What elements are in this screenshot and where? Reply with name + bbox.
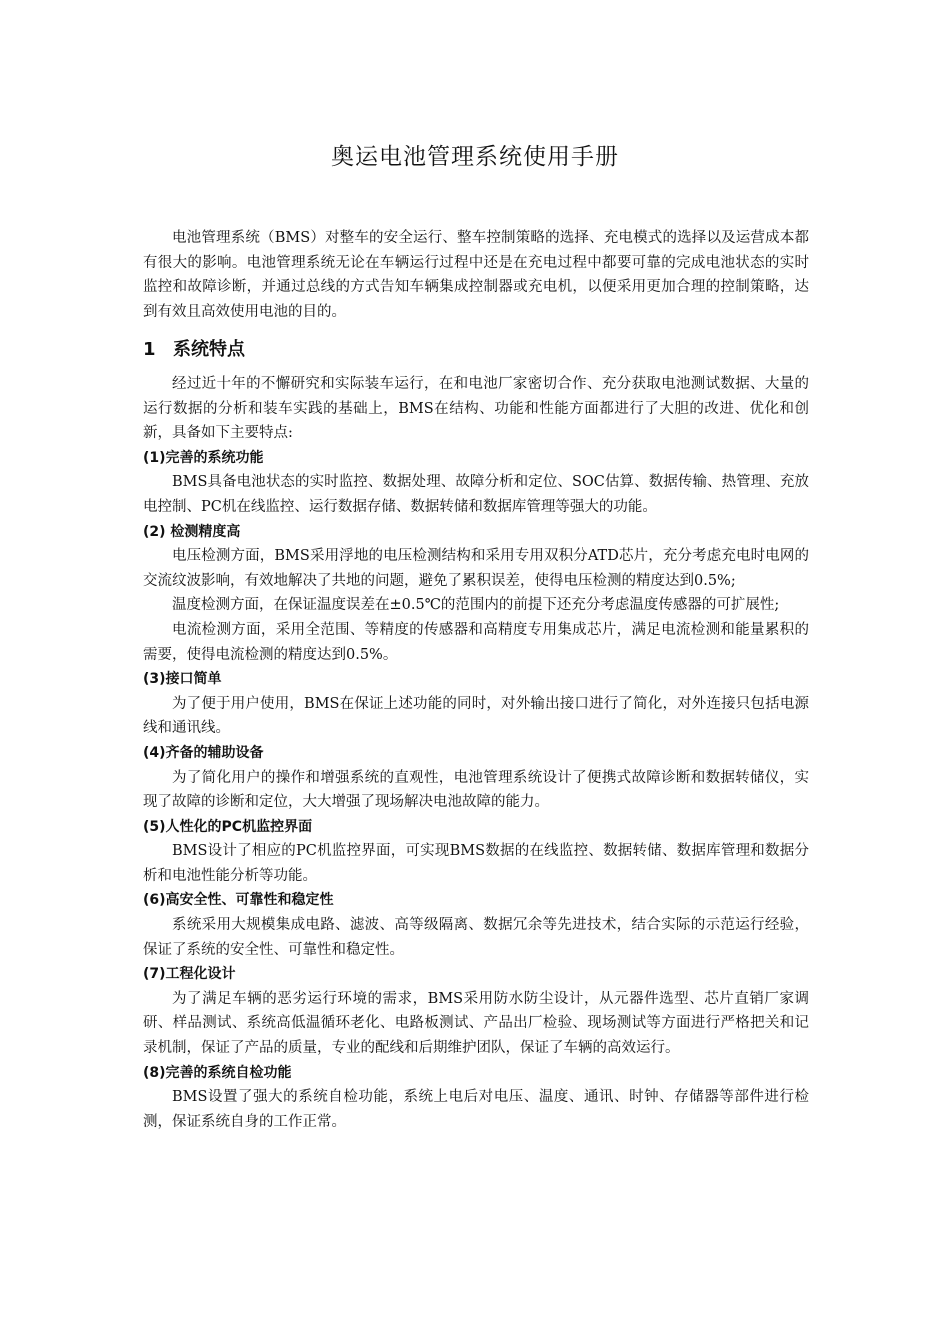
feature-title: (5)人性化的PC机监控界面 [143,818,313,835]
feature-paragraph: 为了满足车辆的恶劣运行环境的需求，BMS采用防水防尘设计，从元器件选型、芯片直销厂家调研、样品测试、系统高低温循环老化、电路板测试、产品出厂检验、现场测试等方面进行严格把关和记录机制，保证了产品的质量，专业的配线和后期维护团队，保证了车辆的高效运行。 [143,990,809,1057]
document-title: 奥运电池管理系统使用手册 [331,144,619,170]
feature-title: (3)接口简单 [143,671,222,688]
feature-paragraph: 电压检测方面，BMS采用浮地的电压检测结构和采用专用双积分ATD芯片，充分考虑充电时电网的交流纹波影响，有效地解决了共地的问题，避免了累积误差，使得电压检测的精度达到0.5%; [143,548,809,589]
section-title: 系统特点 [173,339,245,360]
section-content [143,336,809,1134]
feature-2 [143,520,809,668]
feature-title: (4)齐备的辅助设备 [143,744,264,761]
feature-paragraph: BMS具备电池状态的实时监控、数据处理、故障分析和定位、SOC估算、数据传输、热管理、充放电控制、PC机在线监控、运行数据存储、数据转储和数据库管理等强大的功能。 [143,474,809,515]
feature-paragraph: BMS设计了相应的PC机监控界面，可实现BMS数据的在线监控、数据转储、数据库管理和数据分析和电池性能分析等功能。 [143,843,809,884]
feature-1 [143,446,809,520]
feature-title: (2) 检测精度高 [143,523,241,540]
intro-paragraph: 电池管理系统（BMS）对整车的安全运行、整车控制策略的选择、充电模式的选择以及运营成本都有很大的影响。电池管理系统无论在车辆运行过程中还是在充电过程中都要可靠的完成电池状态的实时监控和故障诊断，并通过总线的方式告知车辆集成控制器或充电机，以便采用更加合理的控制策略，达到有效且高效使用电池的目的。 [143,230,809,320]
feature-title: (8)完善的系统自检功能 [143,1064,292,1081]
feature-title: (1)完善的系统功能 [143,449,264,466]
section-number: 1 [143,339,156,360]
feature-5 [143,815,809,889]
section-heading [143,336,809,364]
feature-paragraph: BMS设置了强大的系统自检功能，系统上电后对电压、温度、通讯、时钟、存储器等部件进行检测，保证系统自身的工作正常。 [143,1089,809,1130]
feature-title: (7)工程化设计 [143,966,236,983]
feature-paragraph: 系统采用大规模集成电路、滤波、高等级隔离、数据冗余等先进技术，结合实际的示范运行经验，保证了系统的安全性、可靠性和稳定性。 [143,917,809,958]
feature-paragraph: 为了简化用户的操作和增强系统的直观性，电池管理系统设计了便携式故障诊断和数据转储仪，实现了故障的诊断和定位，大大增强了现场解决电池故障的能力。 [143,769,809,811]
section-intro: 经过近十年的不懈研究和实际装车运行，在和电池厂家密切合作、充分获取电池测试数据、大量的运行数据的分析和装车实践的基础上，BMS在结构、功能和性能方面都进行了大胆的改进、优化和创新，具备如下主要特点: [143,376,809,442]
feature-4 [143,741,809,815]
feature-7 [143,962,809,1060]
feature-8 [143,1061,809,1135]
feature-6 [143,888,809,962]
feature-paragraph: 温度检测方面，在保证温度误差在±0.5℃的范围内的前提下还充分考虑温度传感器的可扩展性; [172,597,780,614]
feature-title: (6)高安全性、可靠性和稳定性 [143,892,334,909]
feature-3 [143,667,809,741]
feature-paragraph: 电流检测方面，采用全范围、等精度的传感器和高精度专用集成芯片，满足电流检测和能量累积的需要，使得电流检测的精度达到0.5%。 [143,621,809,663]
feature-paragraph: 为了便于用户使用，BMS在保证上述功能的同时，对外输出接口进行了简化，对外连接只包括电源线和通讯线。 [143,695,809,737]
